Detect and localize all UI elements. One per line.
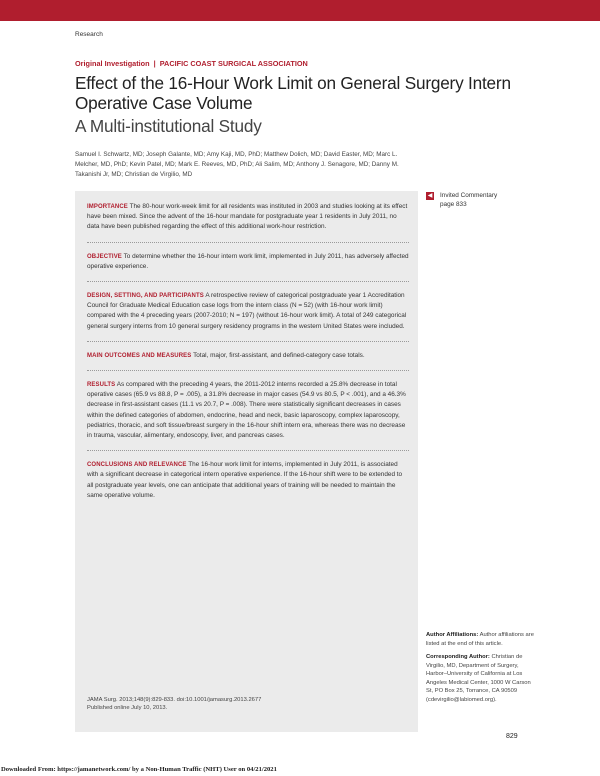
invited-commentary-page: page 833 [440,201,467,208]
abstract-divider [87,370,409,371]
article-type: Original Investigation [75,59,150,68]
abstract-conclusions [87,460,409,501]
corresponding-author [426,653,538,704]
author-affiliations [426,631,538,648]
abstract-outcomes [87,351,409,361]
author-list: Samuel I. Schwartz, MD; Joseph Galante, MD; Amy Kaji, MD, PhD; Matthew Dolich, MD; David Easter, MD; Marc L. Melcher, MD, PhD; Kevin Patel, MD; Mark E. Reeves, MD, PhD; Ali Salim, MD; Anthony J. Senagore, MD; Danny M. Takanishi Jr, MD; Christian de Virgilio, MD [75,151,399,178]
invited-commentary-title: Invited Commentary [440,192,498,199]
association-name: PACIFIC COAST SURGICAL ASSOCIATION [159,59,308,68]
article-subtitle: A Multi-institutional Study [75,116,262,136]
objective-heading: OBJECTIVE [87,253,122,260]
abstract-divider [87,450,409,451]
page-number: 829 [506,733,518,740]
results-heading: RESULTS [87,382,116,389]
corresponding-label: Corresponding Author: [426,654,490,660]
affiliations-label: Author Affiliations: [426,632,479,638]
design-text: A retrospective review of categorical postgraduate year 1 Accreditation Council for Graduate Medical Education case logs from the intern class (N = 52) (with 16-hour work limit) compared with the 4 preceding years (2007-2010; N = 197) (without 16-hour work limit). A total of 249 categorical general surgery interns from 10 general surgery residency programs in the western United States were included. [87,292,407,330]
download-notice: Downloaded From: https://jamanetwork.com/ by a Non-Human Traffic (NHT) User on 04/21/2021 [1,766,277,773]
design-heading: DESIGN, SETTING, AND PARTICIPANTS [87,293,204,300]
sidebar-notes [426,631,538,709]
affiliations-text: Author affiliations are listed at the end of this article. [426,632,534,647]
abstract-box [75,191,418,732]
citation-block [87,696,407,713]
importance-heading: IMPORTANCE [87,204,128,210]
corresponding-text: Christian de Virgilio, MD, Department of Surgery, Harbor–University of California at Los Angeles Medical Center, 1000 W Carson St, PO Box 25, Torrance, CA 90509 (cdevirgilio@labiomed.org). [426,654,531,703]
arrow-left-icon: ◀ [427,193,433,199]
abstract-importance [87,202,409,233]
results-text: As compared with the preceding 4 years, the 2011-2012 interns recorded a 25.8% decrease in total operative cases (65.9 vs 88.8, P = .005), a 31.8% decrease in major cases (54.9 vs 80.5, P < .001), and a 46.3% decrease in first-assistant cases (11.1 vs 20.7, P = .008). There were statistically significant decreases in cases within the defined categories of abdomen, endocrine, head and neck, basic laparoscopy, complex laparoscopy, pediatrics, thoracic, and soft tissue/breast surgery in the 16-hour shift intern era, whereas there was no decrease in trauma, vascular, alimentary, endoscopy, liver, and pancreas cases. [87,381,406,440]
objective-text: To determine whether the 16-hour intern work limit, implemented in July 2011, has adversely affected operative experience. [87,252,409,270]
abstract-divider [87,281,409,282]
abstract-objective [87,252,409,272]
conclusions-heading: CONCLUSIONS AND RELEVANCE [87,462,187,469]
abstract-divider [87,242,409,243]
abstract-design [87,291,409,332]
section-label: Research [75,31,103,38]
importance-text: The 80-hour work-week limit for all residents was instituted in 2003 and studies looking at its effect have been mixed. Since the advent of the 16-hour mandate for postgraduate year 1 residents in July 2011, no data have been published regarding the effect of this additional work-hour restriction. [87,203,408,231]
outcomes-text: Total, major, first-assistant, and defined-category case totals. [193,351,365,359]
published-online-line: Published online July 10, 2013. [87,705,168,712]
article-kicker [75,59,308,68]
conclusions-text: The 16-hour work limit for interns, implemented in July 2011, is associated with a significant decrease in categorical intern operative experience. If the 16-hour shift were to be extended to all postgraduate year levels, one can anticipate that additional years of training will be needed to maintain the same operative volume. [87,461,403,499]
abstract-results [87,380,409,441]
article-title: Effect of the 16-Hour Work Limit on General Surgery Intern Operative Case Volume [75,73,511,113]
citation-line: JAMA Surg. 2013;148(9):829-833. doi:10.1001/jamasurg.2013.2677 [87,697,262,703]
journal-header-bar [0,0,600,21]
outcomes-heading: MAIN OUTCOMES AND MEASURES [87,352,192,359]
abstract-divider [87,341,409,342]
kicker-separator: | [153,59,156,68]
